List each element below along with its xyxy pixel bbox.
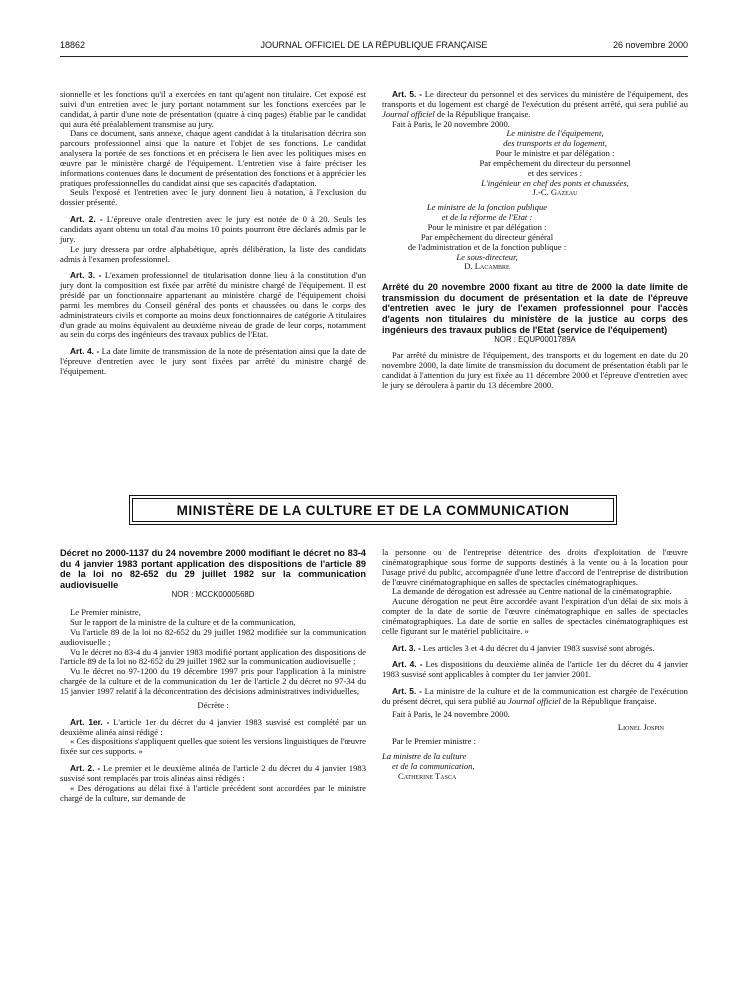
signature-line: et de la communication,	[392, 761, 475, 772]
signature-line: Le ministre de la fonction publique	[426, 202, 548, 213]
article-4	[60, 347, 366, 377]
article-label: Art. 2. -	[70, 763, 101, 774]
article-text: de la République française.	[434, 108, 531, 119]
article-1	[60, 718, 366, 738]
article-5	[382, 687, 688, 707]
signature-line: des transports et du logement,	[503, 138, 607, 149]
prime-minister-name: Lionel Jospin	[617, 721, 664, 732]
signature-line: de l'administration et de la fonction publique :	[407, 241, 567, 252]
signature-line: Pour le ministre et par délégation :	[427, 221, 547, 232]
quotation: « Ces dispositions s'appliquent quelles que soient les versions linguistiques de l'œuvre fixée sur ces supports. »	[60, 736, 366, 757]
signatory-name: D. Lacambre	[464, 261, 510, 272]
signature-line: et des services :	[527, 167, 583, 178]
paragraph: Sur le rapport de la ministre de la culture et de la communication,	[70, 617, 296, 628]
article-4	[382, 660, 688, 680]
signatory-name: Catherine Tasca	[398, 771, 457, 782]
article-label: Art. 5. -	[392, 89, 423, 99]
issue-date: 26 novembre 2000	[612, 40, 688, 50]
article-label: Art. 4. -	[70, 346, 100, 357]
article-text: La ministre de la culture et de la communication est chargée de l'exécution du présent décret, qui sera publié au	[382, 686, 688, 706]
signature-block-culture	[382, 752, 688, 782]
article-2	[60, 764, 366, 784]
done-at: Fait à Paris, le 20 novembre 2000.	[392, 118, 510, 129]
paragraph: La demande de dérogation est adressée au Centre national de la cinématographie.	[392, 586, 672, 597]
done-at: Fait à Paris, le 24 novembre 2000.	[392, 708, 510, 719]
paragraph: Vu l'article 89 de la loi no 82-652 du 29 juillet 1982 modifiée sur la communication audiovisuelle ;	[60, 626, 366, 647]
header-rule	[60, 56, 688, 57]
nor-reference: NOR : EQUP0001789A	[494, 335, 576, 345]
paragraph: Le Premier ministre,	[70, 607, 141, 618]
journal-reference: Journal officiel	[508, 695, 561, 706]
arrete-body: Par arrêté du ministre de l'équipement, des transports et du logement en date du 20 novembre 2000, la date limite de transmission du document de présentation établi par le candidat à l'attention du jury est fixée au 11 décembre 2000 et l'épreuve d'entretien avec le jury se déroulera à partir du 13 décembre 2000.	[382, 350, 688, 390]
article-text: Le premier et le deuxième alinéa de l'article 2 du décret du 4 janvier 1983 susvisé sont remplacés par trois alinéas ainsi rédigés :	[60, 763, 366, 783]
top-right-column	[382, 90, 688, 390]
signature-line: et de la réforme de l'Etat :	[441, 212, 533, 223]
quotation: « Des dérogations au délai fixé à l'article précédent sont accordées par le ministre chargé de la culture, sur demande de	[60, 782, 366, 803]
arrete-title: Arrêté du 20 novembre 2000 fixant au titre de 2000 la date limite de transmission du document de présentation et la date de l'épreuve d'entretien avec le jury de l'examen professionnel pour l'accès d'agents non titulaires du ministère de la justice au corps des ingénieurs des travaux publics de l'Etat (service de l'équipement)	[382, 282, 688, 335]
paragraph: Dans ce document, sans annexe, chaque agent candidat à la titularisation décrira son parcours professionnel ainsi que la nature et l'objet de ses fonctions. Le candidat analysera la portée de ses fonctions et en précisera le lien avec les politiques mises en œuvre par le ministère chargé de l'équipement. L'entretien vise à faire préciser les informations contenues dans le document de présentation des fonctions et à apprécier les pratiques professionnelles du candidat ainsi que ses capacités d'adaptation.	[60, 128, 366, 188]
nor-reference: NOR : MCCK0000568D	[171, 590, 255, 600]
article-2	[60, 215, 366, 245]
paragraph: la personne ou de l'entreprise détentrice des droits d'exploitation de l'œuvre cinématographique sous forme de supports destinés à la vente ou à la location pour l'usage privé du public, accompagnée d'une lettre d'accord de l'entreprise de distribution de l'œuvre cinématographique en salles de spectacles cinématographiques.	[382, 547, 688, 587]
article-label: Art. 1er. -	[70, 716, 110, 727]
article-label: Art. 2. -	[70, 214, 103, 225]
paragraph: Aucune dérogation ne peut être accordée avant l'expiration d'un délai de six mois à compter de la date de sortie de l'œuvre cinématographique en salles de spectacles cinématographiques. La date de sortie en salles de spectacles cinématographiques est celle figurant sur le matériel publicitaire. »	[382, 596, 688, 636]
decret-title: Décret no 2000-1137 du 24 novembre 2000 modifiant le décret no 83-4 du 4 janvier 1983 portant application des dispositions de l'article 89 de la loi no 82-652 du 29 juillet 1982 sur la communication audiovisuelle	[60, 548, 366, 590]
page-number: 18862	[60, 40, 86, 50]
article-5	[382, 90, 688, 120]
signature-block-fonction-publique	[382, 203, 592, 272]
article-3	[60, 271, 366, 340]
paragraph: Vu le décret no 83-4 du 4 janvier 1983 modifié portant application des dispositions de l'article 89 de la loi no 82-652 du 29 juillet 1982 sur la communication audiovisuelle ;	[60, 646, 366, 667]
signatory-name: J.-C. Gazeau	[532, 187, 578, 198]
article-label: Art. 4. -	[392, 659, 423, 670]
article-label: Art. 5. -	[392, 686, 422, 697]
journal-title: JOURNAL OFFICIEL DE LA RÉPUBLIQUE FRANÇAISE	[260, 40, 488, 50]
article-text: Les dispositions du deuxième alinéa de l'article 1er du décret du 4 janvier 1983 susvisé sont applicables à compter du 1er janvier 2001.	[382, 659, 688, 680]
signature-line: Le ministre de l'équipement,	[506, 128, 604, 139]
paragraph: Vu le décret no 97-1200 du 19 décembre 1997 pris pour l'application à la ministre chargée de la culture et de la communication du 1er de l'article 2 du décret no 97-34 du 15 janvier 1997 relatif à la déconcentration des décisions administratives individuelles,	[60, 666, 366, 696]
top-left-column	[60, 90, 366, 377]
article-text: Les articles 3 et 4 du décret du 4 janvier 1983 susvisé sont abrogés.	[420, 642, 655, 653]
signature-line: L'ingénieur en chef des ponts et chaussées,	[481, 177, 629, 188]
signature-line: Par empêchement du directeur du personnel	[479, 157, 631, 168]
article-text: L'examen professionnel de titularisation donne lieu à la constitution d'un jury dont la composition est fixée par arrêté du ministre chargé de l'équipement. Il est présidé par un fonctionnaire appartenant au ministère chargé de l'équipement choisi parmi les membres du Conseil général des ponts et chaussées ou dans le corps des administrateurs civils et comporte au moins deux fonctionnaires de catégorie A titulaires d'un grade au moins équivalent au deuxième niveau de grade de leur corps, notamment au sein du corps des ingénieurs des travaux publics de l'Etat.	[60, 270, 366, 340]
article-text: Le directeur du personnel et des services du ministère de l'équipement, des transports et du logement est chargé de l'exécution du présent arrêté, qui sera publié au	[382, 89, 688, 109]
paragraph: Le jury dressera par ordre alphabétique, après délibération, la liste des candidats admis à l'examen professionnel.	[60, 243, 366, 264]
article-text: La date limite de transmission de la note de présentation ainsi que la date de l'épreuve d'entretien avec le jury sont fixées par arrêté du ministre chargé de l'équipement.	[60, 346, 366, 376]
ministry-heading: MINISTÈRE DE LA CULTURE ET DE LA COMMUNICATION	[132, 498, 614, 522]
article-3	[382, 644, 688, 654]
paragraph: sionnelle et les fonctions qu'il a exercées en tant qu'agent non titulaire. Cet exposé est suivi d'un entretien avec le jury portant notamment sur les fonctions exercées par le candidat, à partir d'une note de présentation (quatre à cinq pages) établie par le candidat qui aura été préalablement transmise au jury.	[60, 89, 366, 129]
signature-line: La ministre de la culture	[382, 751, 467, 762]
article-text: de la République française.	[560, 695, 657, 706]
bottom-right-column	[382, 548, 688, 782]
article-text: L'article 1er du décret du 4 janvier 1983 susvisé est complété par un deuxième alinéa ainsi rédigé :	[60, 716, 366, 737]
article-label: Art. 3. -	[392, 642, 421, 653]
decrete: Décrète :	[197, 699, 229, 710]
signature-line: Le sous-directeur,	[456, 251, 518, 262]
bottom-left-column	[60, 548, 366, 803]
journal-reference: Journal officiel	[382, 108, 435, 119]
paragraph: Seuls l'exposé et l'entretien avec le jury donnent lieu à notation, à l'exclusion du dossier présenté.	[60, 187, 366, 208]
signature-line: Pour le ministre et par délégation :	[495, 148, 615, 159]
article-label: Art. 3. -	[70, 270, 102, 281]
by-prime-minister: Par le Premier ministre :	[392, 735, 477, 746]
signature-block-equipement	[422, 129, 688, 198]
signature-line: Par empêchement du directeur général	[420, 231, 554, 242]
page-header	[60, 40, 688, 54]
article-text: L'épreuve orale d'entretien avec le jury est notée de 0 à 20. Seuls les candidats ayant obtenu un total d'au moins 10 points pourront être déclarés admis par le jury.	[60, 214, 366, 244]
